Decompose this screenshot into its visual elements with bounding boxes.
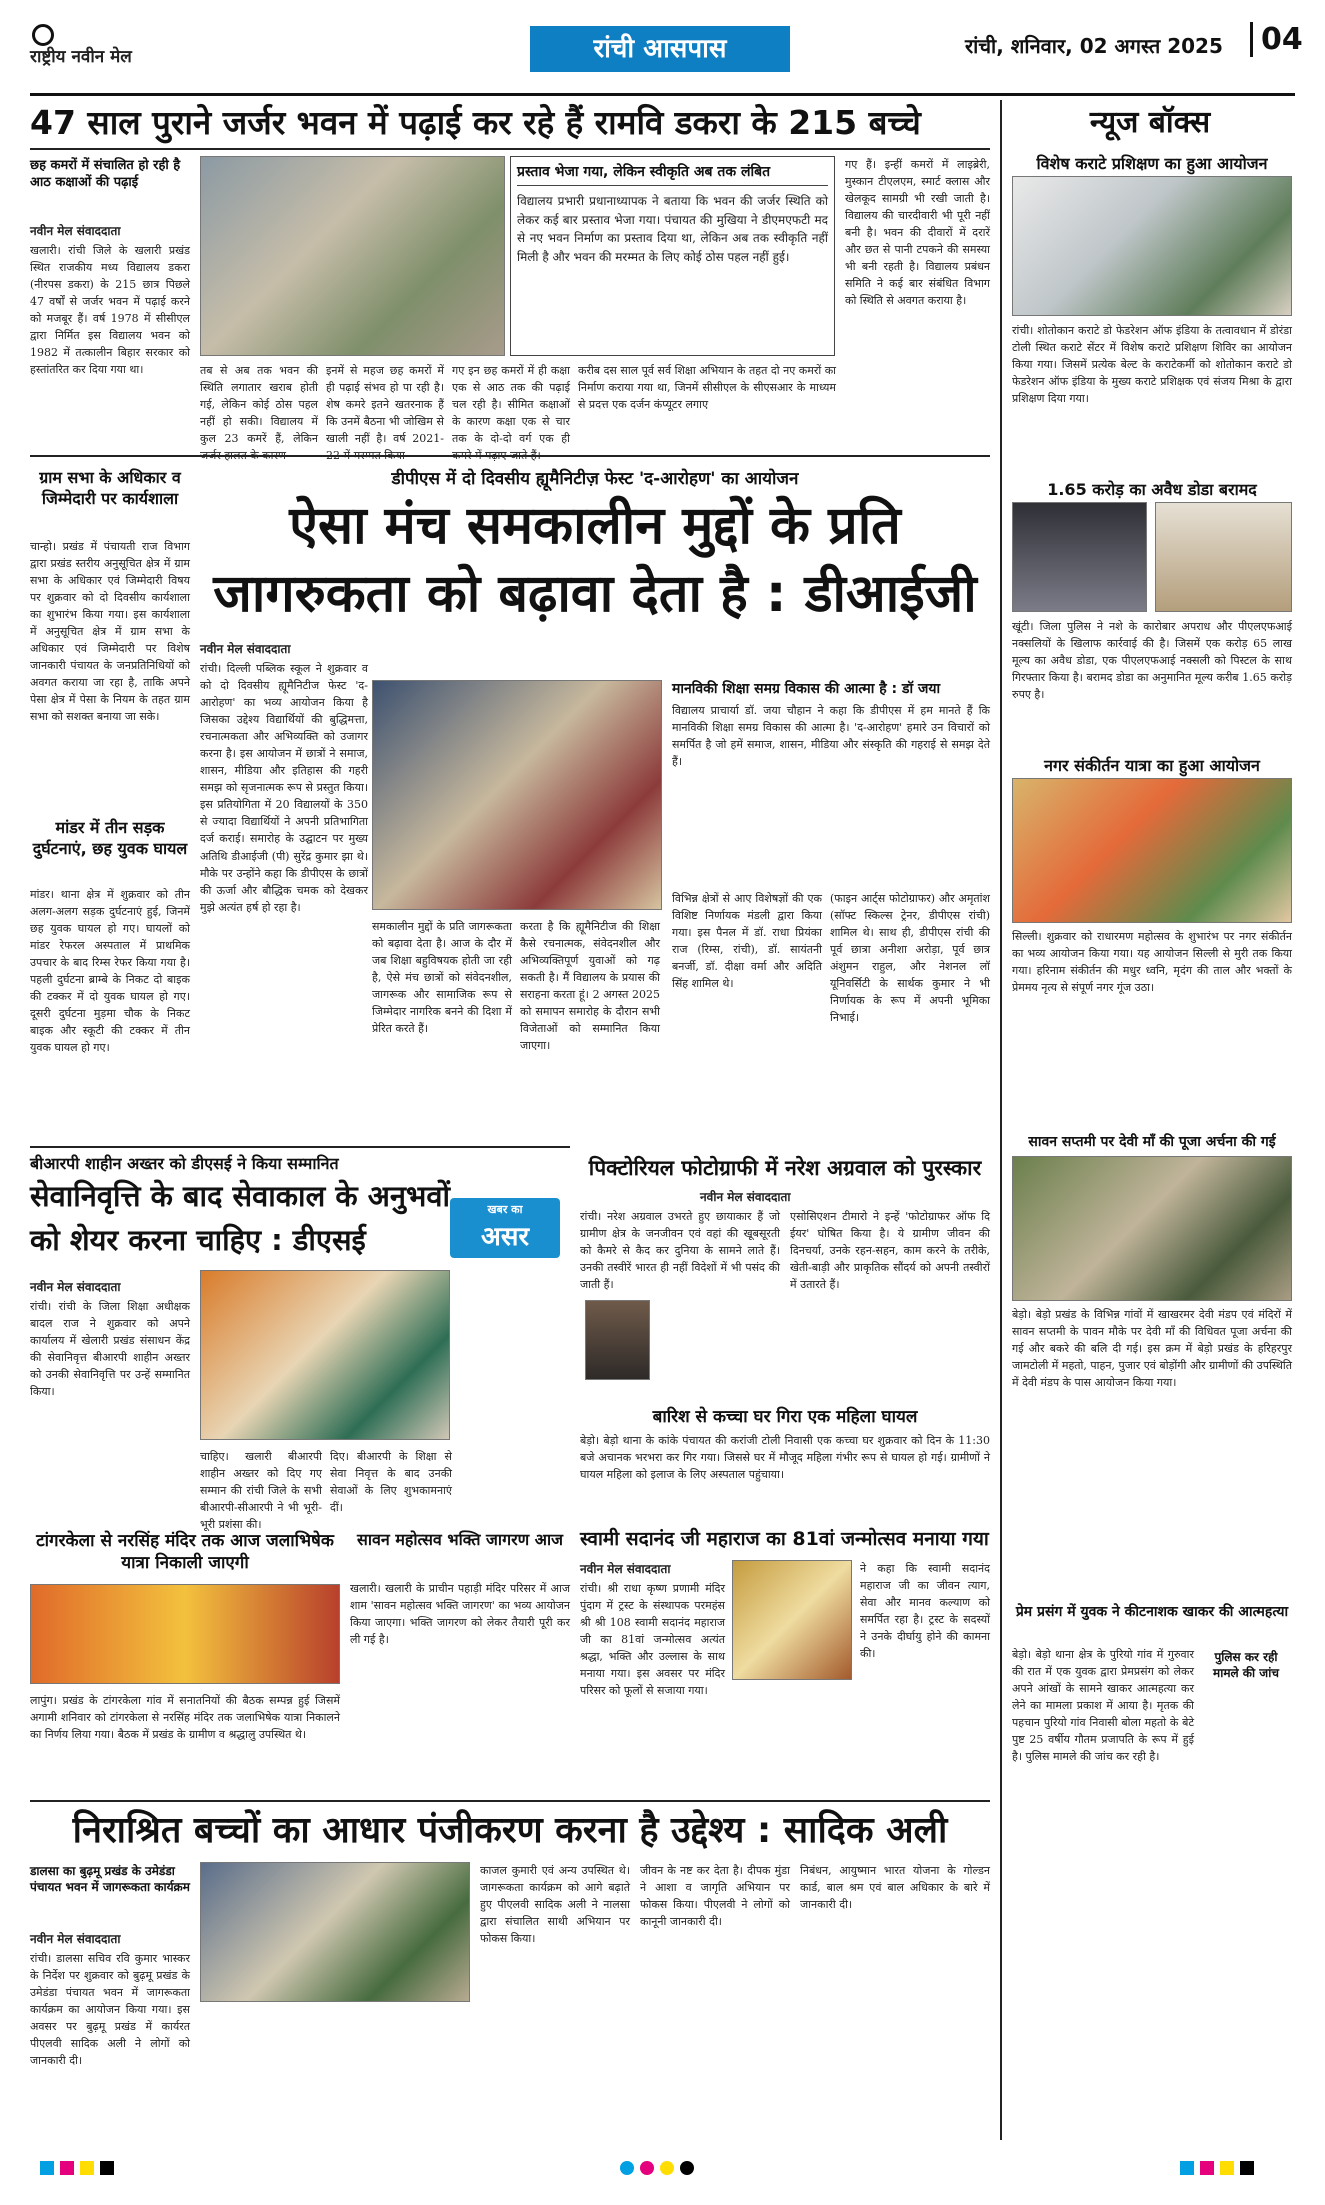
sidebar-text: विद्यालय प्रभारी प्रधानाध्यापक ने बताया कि भवन की जर्जर स्थिति को लेकर कई बार प्रस्ताव भेजा गया। पंचायत की मुखिया ने डीएमएफटी मद से नए भवन निर्माण का प्रस्ताव दिया था, लेकिन अब तक स्वीकृति नहीं मिली है और भवन की मरम्मत के लिए कोई ठोस पहल नहीं हुई। [517,194,828,264]
divider [30,1800,990,1802]
story3-headline: मांडर में तीन सड़क दुर्घटनाएं, छह युवक घायल [32,818,188,858]
cyan-swatch [1180,2161,1194,2175]
column-divider [1000,100,1002,2140]
yellow-dot [660,2161,674,2175]
story1-text: तब से अब तक भवन की स्थिति लगातार खराब होती गई, लेकिन कोई ठोस पहल नहीं हो सकी। विद्यालय में कुल 23 कमरें हैं, लेकिन [200,364,318,446]
registration-color-bar [40,2160,120,2179]
story4-text: समकालीन मुद्दों के प्रति जागरूकता को बढ़ावा देता है। आज के दौर में जब शिक्षा बहुविषयक होती जा रही है, ऐसे मंच छात्रों को संवेदनशील, जागरूक और सामाजिक रूप से जिम्मेदार नागरिक बनने की दिशा में प्रेरित करते हैं। [372,920,512,1036]
procession-photo [30,1584,340,1684]
sub-headline: मानविकी शिक्षा समग्र विकास की आत्मा है : डॉ जया [672,681,941,697]
story11-text: काजल कुमारी एवं अन्य उपस्थित थे। जागरूकता कार्यक्रम को आगे बढ़ाते हुए पीएलवी सादिक अली ने नालसा द्वारा संचालित साथी अभियान पर फोकस किया। [480,1864,630,1946]
story11-text: रांची। डालसा सचिव रवि कुमार भास्कर के निर्देश पर शुक्रवार को बुढ़मू प्रखंड के उमेडंडा पंचायत भवन में जागरूकता कार्यक्रम का आयोजन किया गया। इस अवसर पर बुढ़मू प्रखंड में कार्यरत पीएलवी सादिक अली ने लोगों को जानकारी दी। [30,1952,190,2068]
page-number: 04 [1250,22,1303,57]
story5-headline: को शेयर करना चाहिए : डीएसई [30,1223,366,1257]
box3-title: नगर संकीर्तन यात्रा का हुआ आयोजन [1044,756,1260,775]
story4-text: रांची। दिल्ली पब्लिक स्कूल ने शुक्रवार व को दो दिवसीय ह्यूमैनिटीज फेस्ट 'द-आरोहण' का भव्य आयोजन किया है जिसका उद्देश्य विद्यार्थियों की बुद्धिमत्ता, रचनात्मकता और अभिव्यक्ति को उजागर करना है। इस आयोजन में छात्रों ने समाज, शासन, मीडिया और इतिहास की गहरी समझ को सृजनात्मक रूप से प्रस्तुत किया। इस प्रतियोगिता में 20 विद्यालयों के 350 से ज्यादा विद्यार्थियों ने अपनी प्रतिभागिता दर्ज कराई। समारोह के उद्घाटन पर मुख्य अतिथि डीआईजी (पी) सुरेंद्र कुमार झा थे। मौके पर उन्होंने कहा कि डीपीएस के छात्रों की ऊर्जा और बौद्धिक चमक को देखकर मुझे अत्यंत हर्ष हो रहा है। [200,662,368,914]
registration-color-bar [1180,2160,1260,2179]
story1-text: गए इन छह कमरों में ही कक्षा एक से आठ तक की पढ़ाई चल रही है। सीमित कक्षाओं के कारण कक्षा एक से चार तक के दो-दो वर्ग एक ही [452,364,570,446]
story8-text: एसोसिएशन टीमारो ने इन्हें 'फोटोग्राफर ऑफ दि ईयर' घोषित किया है। ये ग्रामीण जीवन की दिनचर्या, उनके रहन-सहन, काम करने के तरीके, खेती-बाड़ी और प्राकृतिक सौंदर्य को अपनी तस्वीरों में उतारते हैं। [790,1210,990,1292]
black-swatch [1240,2161,1254,2175]
black-dot [680,2161,694,2175]
story1-sidebar [510,156,835,356]
box2-text: खूंटी। जिला पुलिस ने नशे के कारोबार अपराध और पीएलएफआई नक्सलियों के खिलाफ कार्रवाई की है। जिसमें एक करोड़ 65 लाख मूल्य का अवैध डोडा, एक पीएलएफआई नक्सली को पिस्टल के साथ गिरफ्तार किया है। बरामद डोडा का अनुमानित मूल्य करीब 1.65 करोड़ रुपए है। [1012,620,1292,702]
story11-text: निबंधन, आयुष्मान भारत योजना के गोल्डन कार्ड, बाल श्रम एवं बाल अधिकार के बारे में जानकारी दी। [800,1864,990,1912]
news-box-title: न्यूज बॉक्स [1089,105,1211,140]
story11-bullet: डालसा का बुढ़मू प्रखंड के उमेडंडा पंचायत भवन में जागरूकता कार्यक्रम [30,1864,190,1894]
registration-marks [620,2160,700,2179]
box5-title: प्रेम प्रसंग में युवक ने कीटनाशक खाकर की आत्महत्या [1015,1604,1289,1620]
sub-text: विद्यालय प्राचार्या डॉ. जया चौहान ने कहा कि डीपीएस में हम मानते हैं कि मानविकी शिक्षा समग्र विकास की आत्मा है। 'द-आरोहण' हमारे उन विचारों को समर्पित है जो हमें समाज, शासन, मीडिया और संस्कृति की गहराई से समझ देते हैं। [672,704,990,769]
awareness-program-photo [200,1862,470,2002]
divider [30,148,990,150]
story10-text: रांची। श्री राधा कृष्ण प्रणामी मंदिर पुंदाग में ट्रस्ट के संस्थापक परमहंस श्री श्री 108 स्वामी सदानंद महाराज जी का 81वां जन्मोत्सव अत्यंत श्रद्धा, भक्ति और उल्लास के साथ मनाया गया। इस अवसर पर मंदिर परिसर को फूलों से सजाया गया। [580,1582,725,1698]
dateline: रांची, शनिवार, 02 अगस्त 2025 [965,34,1223,58]
story5-headline: सेवानिवृत्ति के बाद सेवाकाल के अनुभवों [30,1179,450,1213]
story6-headline: टांगरकेला से नरसिंह मंदिर तक आज जलाभिषेक यात्रा निकाली जाएगी [36,1531,334,1574]
shrine-photo [732,1560,852,1680]
story11-headline: निराश्रित बच्चों का आधार पंजीकरण करना है उद्देश्य : सादिक अली [72,1810,948,1851]
story5-text: चाहिए। खलारी बीआरपी शाहीन अख्तर को दिए गए सम्मान की रांची जिले के सभी बीआरपी-सीआरपी ने भी भूरी-भूरी प्रशंसा की। [200,1450,322,1532]
masthead [30,18,1303,96]
story7-text: खलारी। खलारी के प्राचीन पहाड़ी मंदिर परिसर में आज शाम 'सावन महोत्सव भक्ति जागरण' का भव्य आयोजन किया जाएगा। भक्ति जागरण को लेकर तैयारी पूरी कर ली गई है। [350,1582,570,1647]
karate-photo [1012,176,1292,316]
story10-byline: नवीन मेल संवाददाता [580,1562,671,1576]
story4-headline: ऐसा मंच समकालीन मुद्दों के प्रति [289,496,901,556]
section-title: रांची आसपास [530,26,790,72]
story11-byline: नवीन मेल संवाददाता [30,1932,121,1946]
story1-text: करीब दस साल पूर्व सर्व शिक्षा अभियान के तहत दो नए कमरों का निर्माण कराया गया था, जिनमें सीसीएल के सीएसआर के माध्यम से प्रदत्त एक दर्जन कंप्यूटर लगाए [578,364,836,412]
story8-headline: पिक्टोरियल फोटोग्राफी में नरेश अग्रवाल को पुरस्कार [588,1156,982,1180]
story5-text: दिए। बीआरपी के शिक्षा से सेवा निवृत्त के बाद उनकी सेवाओं के लिए शुभकामनाएं दीं। [330,1450,452,1515]
cyan-dot [620,2161,634,2175]
story1-text: खलारी। रांची जिले के खलारी प्रखंड स्थित राजकीय मध्य विद्यालय डकरा (नीरपस डकरा) के 215 छात्र पिछले 47 वर्षों से जर्जर भवन में पढ़ाई करने को मजबूर हैं। वर्ष 1978 में सीसीएल द्वारा निर्मित इस विद्यालय भवन को 1982 में तत्कालीन बिहार सरकार को हस्तांतरित कर दिया गया था। [30,244,190,377]
cyan-swatch [40,2161,54,2175]
divider [30,1146,570,1148]
impact-badge [450,1198,560,1258]
story5-text: रांची। रांची के जिला शिक्षा अधीक्षक बादल राज ने शुक्रवार को अपने कार्यालय में खेलारी प्रखंड संसाधन केंद्र की सेवानिवृत्त बीआरपी शाहीन अख्तर को उनकी सेवानिवृत्ति पर उन्हें सम्मानित किया। [30,1300,190,1399]
story1-text-continued: गए हैं। इन्हीं कमरों में लाइब्रेरी, मुस्कान टीएलएम, स्मार्ट क्लास और खेलकूद सामग्री भी रखी जाती है। विद्यालय की चारदीवारी भी पूरी नहीं बनी है। भवन की दीवारों में दरारें और छत से पानी टपकने की समस्या भी बनी रहती है। विद्यालय प्रबंधन समिति ने कई बार संबंधित विभाग को स्थिति से अवगत कराया है। [845,158,990,308]
story2-text: चान्हो। प्रखंड में पंचायती राज विभाग द्वारा प्रखंड स्तरीय अनुसूचित क्षेत्र में ग्राम सभा के अधिकार एवं जिम्मेदारी विषय पर शुक्रवार को दो दिवसीय कार्यशाला का शुभारंभ किया गया। इस कार्यशाला में अनुसूचित क्षेत्र में ग्राम सभा के अधिकार एवं जिम्मेदारी पर विशेष जानकारी पंचायत के जनप्रतिनिधियों को अवगत कराया जा रहा है, ताकि अपने पेसा क्षेत्र में पेसा के नियम के तहत ग्राम सभा को सशक्त बनाया जा सके। [30,540,190,724]
black-swatch [100,2161,114,2175]
magenta-dot [640,2161,654,2175]
story4-text: (फाइन आर्ट्स फोटोग्राफर) और अमृतांश (सॉफ्ट स्किल्स ट्रेनर, डीपीएस रांची) शामिल थे। साथ ही, डीपीएस रांची की पूर्व छात्रा अनीशा अरोड़ा, पूर्व छात्र अंशुमन राहुल, और नेशनल लॉ यूनिवर्सिटी के सार्थक कुमार ने भी निर्णायक के रूप में अपनी भूमिका निभाई। [830,892,990,1025]
story4-text: करता है कि ह्यूमैनिटीज की शिक्षा कैसे रचनात्मक, संवेदनशील और अभिव्यक्तिपूर्ण युवाओं को गढ़ सकती है। मैं विद्यालय के प्रयास की सराहना करता हूं। 2 अगस्त 2025 को समापन समारोह के दौरान सभी विजेताओं को सम्मानित किया जाएगा। [520,920,660,1053]
sidebar-title: प्रस्ताव भेजा गया, लेकिन स्वीकृति अब तक लंबित [517,163,828,186]
story3-text: मांडर। थाना क्षेत्र में शुक्रवार को तीन अलग-अलग सड़क दुर्घटनाएं हुई, जिनमें छह युवक घायल हो गए। घायलों को मांडर रेफरल अस्पताल में प्राथमिक उपचार के बाद रिम्स रेफर किया गया है। पहली दुर्घटना ब्राम्बे के निकट दो बाइक की टक्कर में दो युवक घायल हो गए। दूसरी दुर्घटना मुड़मा चौक के निकट बाइक और स्कूटी की टक्कर में तीन युवक घायल हो गए। [30,888,190,1055]
yellow-swatch [80,2161,94,2175]
box4-title: सावन सप्तमी पर देवी माँ की पूजा अर्चना की गई [1028,1134,1276,1150]
story4-text: विभिन्न क्षेत्रों से आए विशेषज्ञों की एक विशिष्ट निर्णायक मंडली द्वारा किया गया। इस पैनल में डॉ. राधा प्रियंका राज (रिम्स, रांची), डॉ. सायंतनी बनर्जी, डॉ. दीक्षा वर्मा और अदिति सिंह शामिल थे। [672,892,822,991]
school-classroom-photo [200,156,505,356]
box4-text: बेड़ो। बेड़ो प्रखंड के विभिन्न गांवों में खाखरमर देवी मंडप एवं मंदिरों में सावन सप्तमी के पावन मौके पर देवी माँ की विधिवत पूजा अर्चना की गई और बकरे की बलि दी गई। इस क्रम में बेड़ो प्रखंड के हरिहरपुर जामटोली में महतो, पाहन, पुजार एवं बोड़ोंगी और ग्रामीणों की उपस्थिति में देवी मंडप के पास आयोजन किया गया। [1012,1308,1292,1390]
brand-logo [32,24,54,46]
story8-byline: नवीन मेल संवाददाता [700,1190,791,1204]
story1-bullet: छह कमरों में संचालित हो रही है आठ कक्षाओं की पढ़ाई [30,158,181,190]
box1-text: रांची। शोतोकान कराटे डो फेडरेशन ऑफ इंडिया के तत्वावधान में डोरंडा टोली स्थित कराटे सेंटर में विशेष कराटे प्रशिक्षण शिविर का आयोजन किया गया। जिसमें प्रत्येक बेल्ट के कराटेकर्मी को शोतोकान कराटे डो फेडरेशन ऑफ इंडिया के मुख्य कराटे प्रशिक्षक एवं संजय मिश्रा के द्वारा प्रशिक्षण दिया गया। [1012,324,1292,406]
story1-text: इनमें से महज छह कमरों में ही पढ़ाई संभव हो पा रही है। शेष कमरे इतने खतरनाक हैं कि उनमें बैठना भी जोखिम से खाली नहीं है। वर्ष 2021- [326,364,444,446]
story10-text: ने कहा कि स्वामी सदानंद महाराज जी का जीवन त्याग, सेवा और मानव कल्याण को समर्पित रहा है। ट्रस्ट के सदस्यों ने उनके दीर्घायु होने की कामना की। [860,1562,990,1661]
lamp-lighting-photo [372,680,662,910]
magenta-swatch [60,2161,74,2175]
story6-text: लापुंग। प्रखंड के टांगरकेला गांव में सनातनियों की बैठक सम्पन्न हुई जिसमें अगामी शनिवार को टांगरकेला से नरसिंह मंदिर तक जलाभिषेक यात्रा निकालने का निर्णय लिया गया। बैठक में प्रखंड के ग्रामीण व श्रद्धालु उपस्थित थे। [30,1694,340,1742]
puja-photo [1012,1156,1292,1301]
story4-sidebar [672,680,990,880]
divider [30,455,990,457]
box5-bullet: पुलिस कर रही मामले की जांच [1213,1650,1279,1680]
magenta-swatch [1200,2161,1214,2175]
badge-big: असर [480,1222,530,1252]
story9-headline: बारिश से कच्चा घर गिरा एक महिला घायल [652,1407,918,1427]
felicitation-photo [200,1270,450,1440]
story4-byline: नवीन मेल संवाददाता [200,642,291,656]
story11-text: जीवन के नष्ट कर देता है। दीपक मुंडा ने आशा व जागृति अभियान पर फोकस किया। पीएलवी ने लोगों को कानूनी जानकारी दी। [640,1864,790,1929]
story7-headline: सावन महोत्सव भक्ति जागरण आज [357,1530,563,1549]
portrait-photo [585,1300,650,1380]
brand-name: राष्ट्रीय नवीन मेल [30,47,132,67]
story4-headline: जागरुकता को बढ़ावा देता है : डीआईजी [213,564,977,624]
yellow-swatch [1220,2161,1234,2175]
story10-headline: स्वामी सदानंद जी महाराज का 81वां जन्मोत्सव मनाया गया [580,1528,989,1550]
story1-byline: नवीन मेल संवाददाता [30,224,121,238]
sankirtan-photo [1012,778,1292,923]
story4-kicker: डीपीएस में दो दिवसीय ह्यूमैनिटीज़ फेस्ट 'द-आरोहण' का आयोजन [391,469,799,489]
story1-headline: 47 साल पुराने जर्जर भवन में पढ़ाई कर रहे हैं रामवि डकरा के 215 बच्चे [30,103,921,142]
story2-headline: ग्राम सभा के अधिकार व जिम्मेदारी पर कार्यशाला [39,468,181,508]
badge-small: खबर का [487,1203,523,1216]
seized-sacks-photo [1155,502,1292,612]
story8-text: रांची। नरेश अग्रवाल उभरते हुए छायाकार हैं जो ग्रामीण क्षेत्र के जनजीवन एवं वहां की खूबसूरती को कैमरे से कैद कर दुनिया के सामने लाते हैं। उनकी तस्वीरें भारत ही नहीं विदेशों में भी पसंद की जाती हैं। [580,1210,780,1292]
box2-title: 1.65 करोड़ का अवैध डोडा बरामद [1047,480,1257,499]
box5-text: बेड़ो। बेड़ो थाना क्षेत्र के पुरियो गांव में गुरुवार की रात में एक युवक द्वारा प्रेमप्रसंग को लेकर अपने आंखों के सामने खाकर आत्महत्या कर लेने का मामला प्रकाश में आया है। मृतक की पहचान पुरियो गांव निवासी बोला महतो के बेटे पुष्ट 25 वर्षीय गौतम प्रजापति के रूप में हुई है। पुलिस मामले की जांच कर रही है। [1012,1648,1194,1764]
box1-title: विशेष कराटे प्रशिक्षण का हुआ आयोजन [1036,154,1268,173]
box3-text: सिल्ली। शुक्रवार को राधारमण महोत्सव के शुभारंभ पर नगर संकीर्तन का भव्य आयोजन किया गया। यह आयोजन सिल्ली से मुरी तक किया गया। हरिनाम संकीर्तन की मधुर ध्वनि, मृदंग की ताल और भक्तों के प्रेममय नृत्य से संपूर्ण नगर गूंज उठा। [1012,930,1292,995]
story5-kicker: बीआरपी शाहीन अख्तर को डीएसई ने किया सम्मानित [30,1154,339,1173]
police-photo [1012,502,1147,612]
story9-text: बेड़ो। बेड़ो थाना के कांके पंचायत की करांजी टोली निवासी एक कच्चा घर शुक्रवार को दिन के 11:30 बजे अचानक भरभरा कर गिर गया। जिससे घर में मौजूद महिला गंभीर रूप से घायल हो गई। ग्रामीणों ने घायल महिला को इलाज के लिए अस्पताल पहुंचाया। [580,1434,990,1482]
story5-byline: नवीन मेल संवाददाता [30,1280,121,1294]
